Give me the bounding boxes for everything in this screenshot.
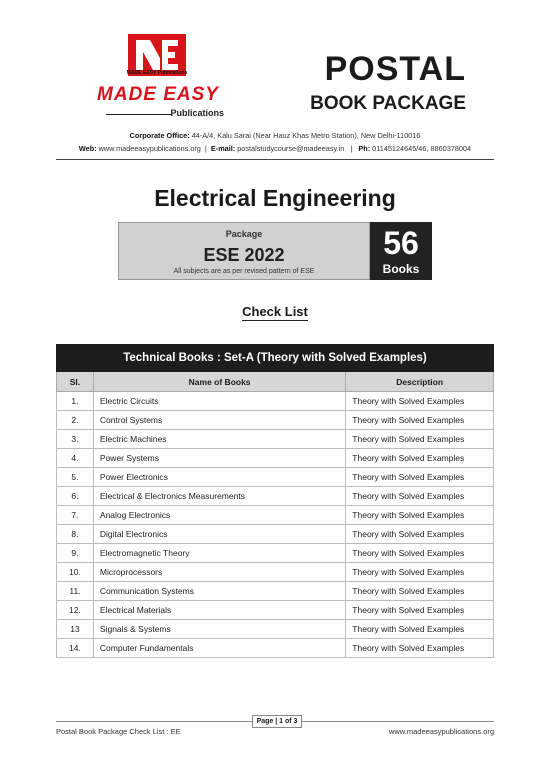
header-divider	[56, 159, 494, 160]
package-name: ESE 2022	[203, 245, 285, 265]
table-row	[57, 620, 494, 639]
table-row	[57, 639, 494, 658]
set-title: Technical Books : Set-A (Theory with Solved Examples)	[57, 345, 494, 372]
row-description: Theory with Solved Examples	[346, 449, 494, 468]
row-description: Theory with Solved Examples	[346, 506, 494, 525]
row-book-name: Electrical Materials	[93, 601, 345, 620]
table-row	[57, 411, 494, 430]
row-description: Theory with Solved Examples	[346, 430, 494, 449]
row-book-name: Electric Circuits	[93, 392, 345, 411]
page-number: Page | 1 of 3	[252, 715, 302, 728]
col-header-description: Description	[346, 372, 494, 392]
row-book-name: Electric Machines	[93, 430, 345, 449]
row-description: Theory with Solved Examples	[346, 563, 494, 582]
row-sl: 3.	[57, 430, 94, 449]
row-sl: 12.	[57, 601, 94, 620]
table-row	[57, 468, 494, 487]
contact-line: Web: www.madeeasypublications.org | E-mail: postalstudycourse@madeeasy.in | Ph: 01145124645/46, 8860378004	[78, 144, 472, 153]
corporate-office-line	[0, 131, 550, 140]
phone-numbers: 01145124645/46, 8860378004	[372, 144, 472, 153]
package-label: Package	[225, 229, 263, 239]
row-sl: 1.	[57, 392, 94, 411]
books-count-box	[370, 222, 432, 280]
column-header-row	[57, 372, 494, 392]
table-row	[57, 582, 494, 601]
col-header-name: Name of Books	[93, 372, 345, 392]
row-description: Theory with Solved Examples	[346, 468, 494, 487]
row-description: Theory with Solved Examples	[346, 411, 494, 430]
row-book-name: Analog Electronics	[93, 506, 345, 525]
postal-title: POSTAL	[324, 50, 466, 88]
row-book-name: Electrical & Electronics Measurements	[93, 487, 345, 506]
books-count: 56	[383, 225, 419, 261]
package-box	[118, 222, 370, 280]
table-row	[57, 525, 494, 544]
office-label: Corporate Office:	[129, 131, 190, 140]
row-description: Theory with Solved Examples	[346, 544, 494, 563]
table-row	[57, 506, 494, 525]
web-label: Web:	[78, 144, 97, 153]
row-book-name: Electromagnetic Theory	[93, 544, 345, 563]
table-row	[57, 487, 494, 506]
office-address: 44-A/4, Kalu Sarai (Near Hauz Khas Metro Station), New Delhi-110016	[191, 131, 421, 140]
row-sl: 11.	[57, 582, 94, 601]
email-label: E-mail:	[210, 144, 236, 153]
table-row	[57, 449, 494, 468]
row-book-name: Digital Electronics	[93, 525, 345, 544]
row-book-name: Power Systems	[93, 449, 345, 468]
table-row	[57, 601, 494, 620]
row-sl: 10.	[57, 563, 94, 582]
footer-website-link[interactable]: www.madeeasypublications.org	[388, 727, 494, 736]
web-link[interactable]: www.madeeasypublications.org	[98, 144, 201, 153]
footer-doc-title: Postal Book Package Check List : EE	[56, 727, 181, 736]
row-book-name: Microprocessors	[93, 563, 345, 582]
row-description: Theory with Solved Examples	[346, 525, 494, 544]
row-description: Theory with Solved Examples	[346, 487, 494, 506]
row-sl: 5.	[57, 468, 94, 487]
row-description: Theory with Solved Examples	[346, 392, 494, 411]
logo-publications-text: Publications	[170, 108, 224, 118]
row-sl: 14.	[57, 639, 94, 658]
row-sl: 4.	[57, 449, 94, 468]
col-header-sl: Sl.	[57, 372, 94, 392]
row-sl: 2.	[57, 411, 94, 430]
logo-brand-text: MADE EASY	[97, 84, 219, 105]
table-row	[57, 544, 494, 563]
row-sl: 13	[57, 620, 94, 639]
table-row	[57, 392, 494, 411]
row-book-name: Signals & Systems	[93, 620, 345, 639]
books-table	[56, 344, 494, 658]
row-book-name: Communication Systems	[93, 582, 345, 601]
row-description: Theory with Solved Examples	[346, 639, 494, 658]
made-easy-logo	[88, 34, 228, 124]
set-header-row	[57, 345, 494, 372]
table-row	[57, 430, 494, 449]
books-label: Books	[382, 262, 420, 276]
package-note: All subjects are as per revised pattern of ESE	[173, 268, 315, 275]
row-description: Theory with Solved Examples	[346, 620, 494, 639]
check-list-heading	[0, 303, 550, 321]
phone-label: Ph:	[358, 144, 371, 153]
row-description: Theory with Solved Examples	[346, 582, 494, 601]
email-link[interactable]: postalstudycourse@madeeasy.in	[237, 144, 345, 153]
row-sl: 9.	[57, 544, 94, 563]
book-package-subtitle: BOOK PACKAGE	[310, 93, 466, 114]
page-title: Electrical Engineering	[154, 185, 396, 211]
row-book-name: Power Electronics	[93, 468, 345, 487]
table-row	[57, 563, 494, 582]
row-book-name: Control Systems	[93, 411, 345, 430]
check-list-title: Check List	[242, 304, 308, 319]
row-description: Theory with Solved Examples	[346, 601, 494, 620]
row-sl: 6.	[57, 487, 94, 506]
row-sl: 8.	[57, 525, 94, 544]
logo-subtext: MADE EASY Publications	[126, 70, 188, 76]
row-book-name: Computer Fundamentals	[93, 639, 345, 658]
row-sl: 7.	[57, 506, 94, 525]
